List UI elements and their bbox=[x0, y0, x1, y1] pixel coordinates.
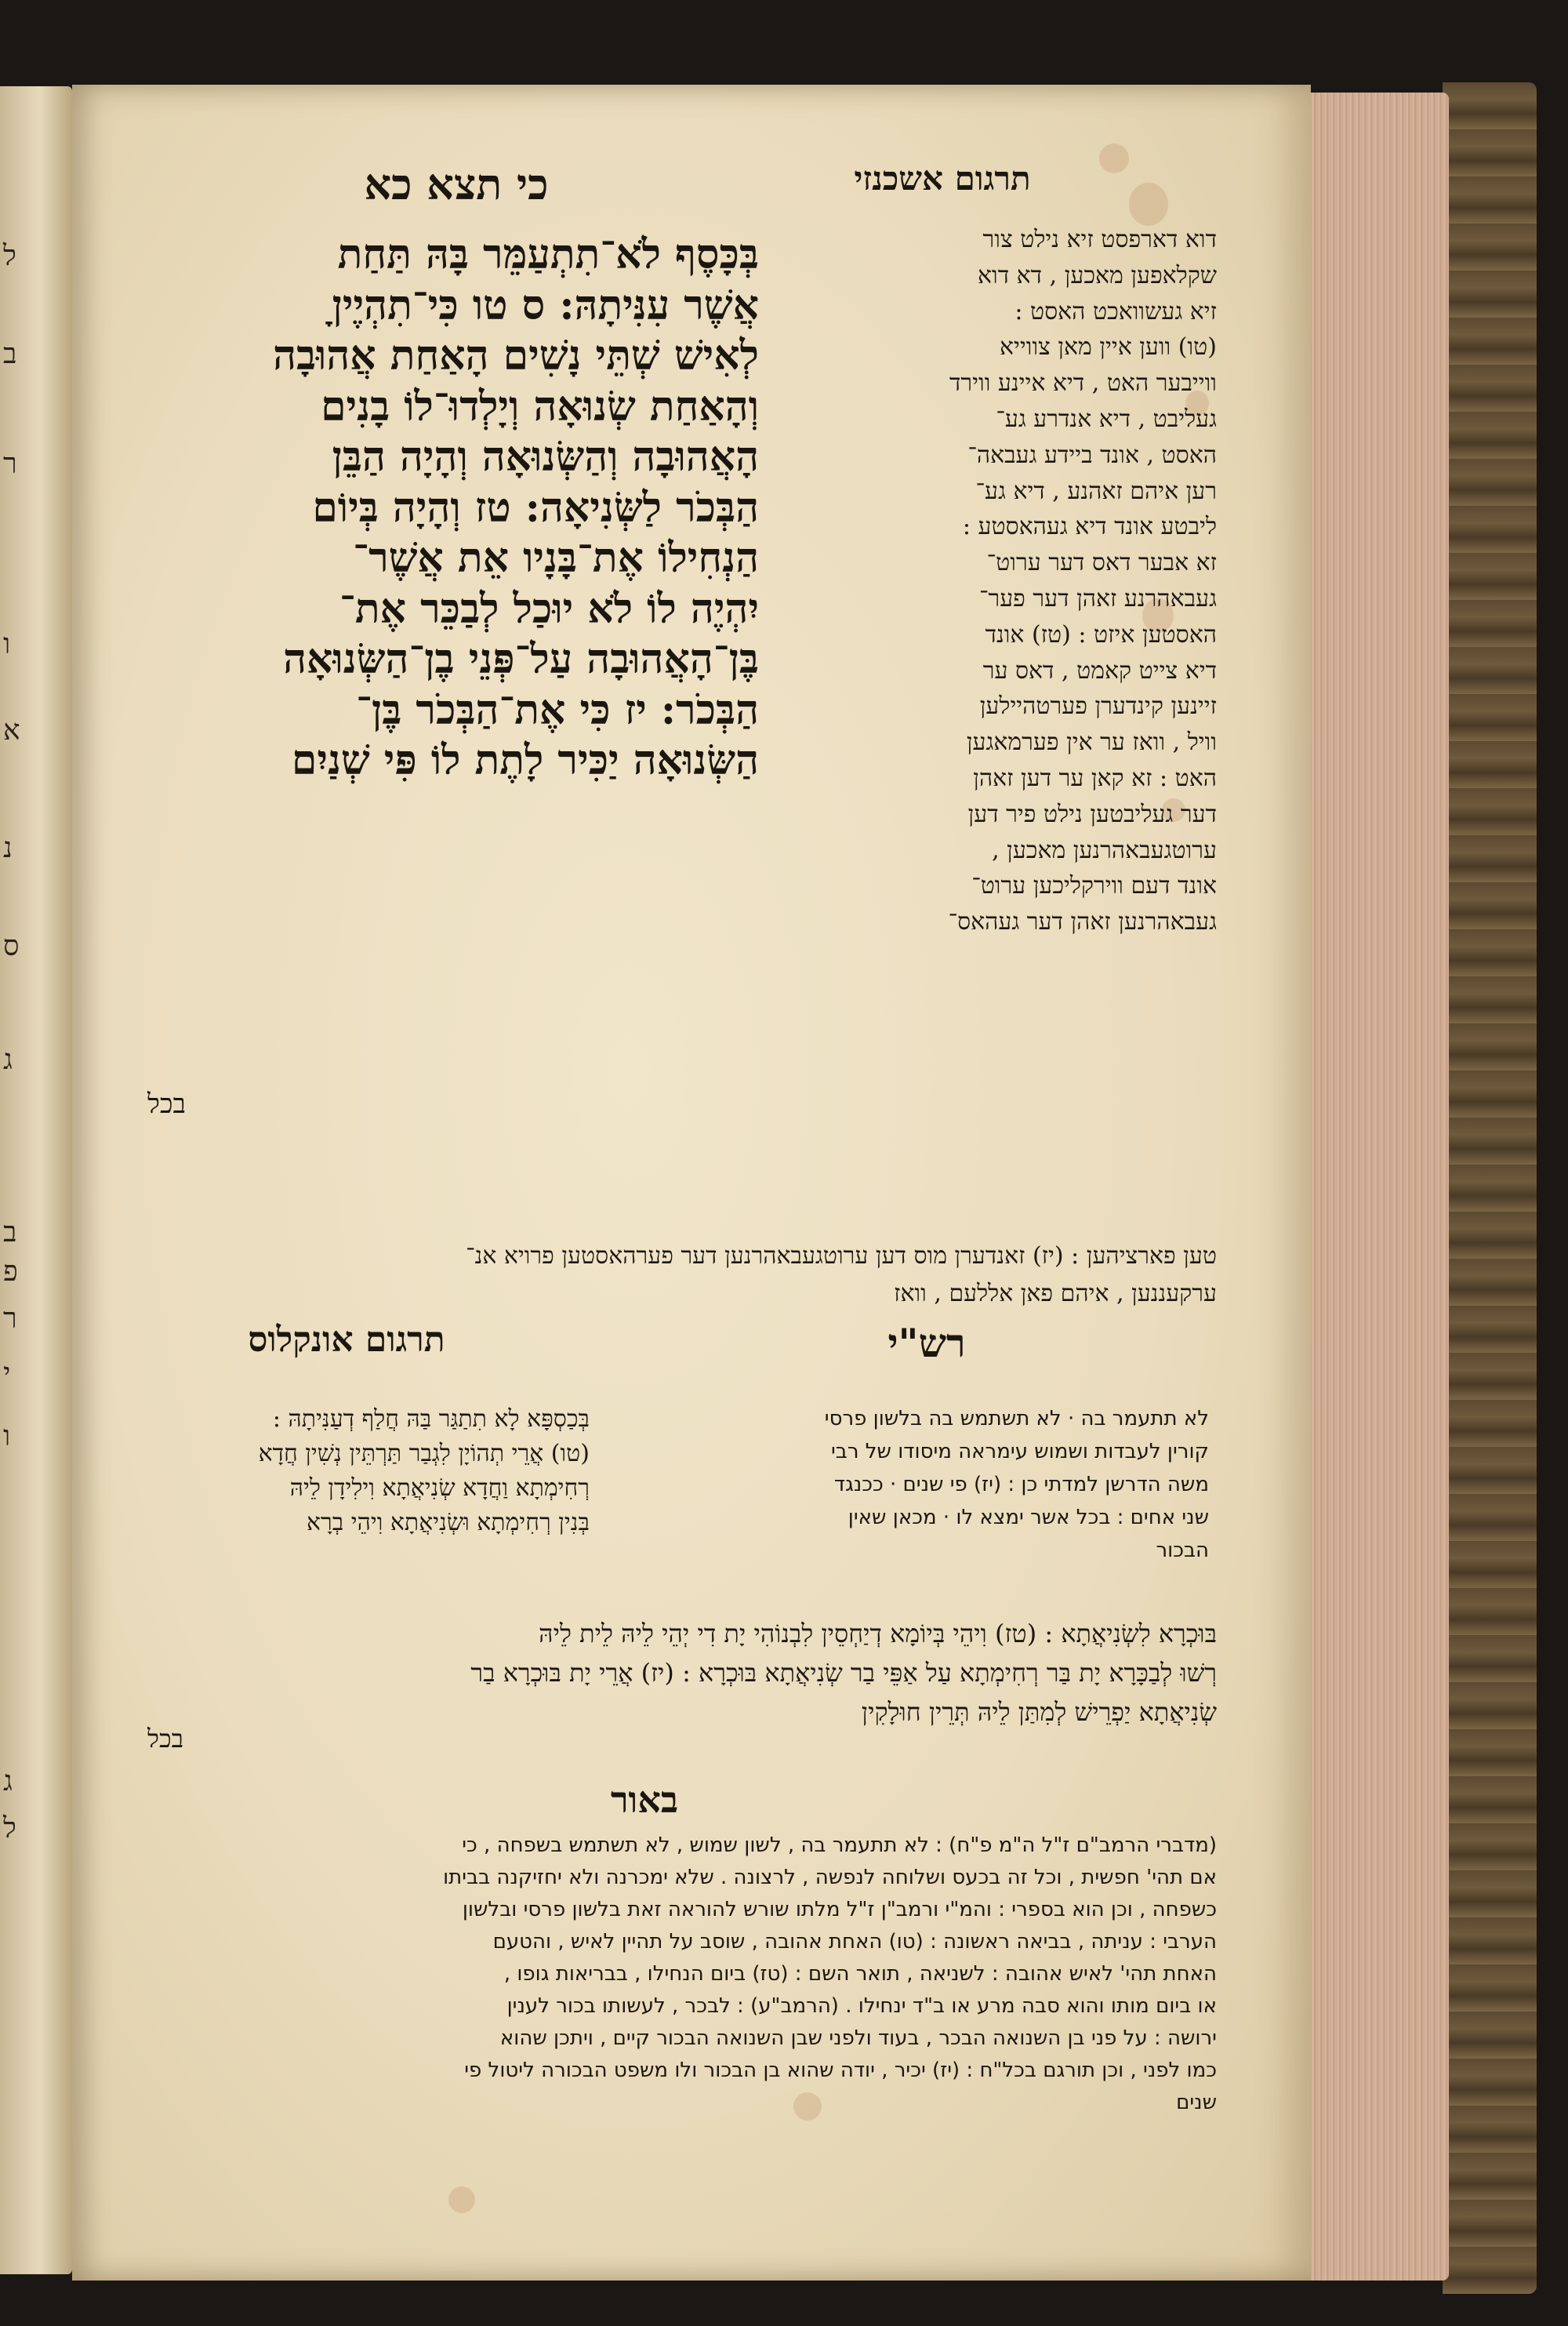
torah-line: הַשְּׂנוּאָה יַכִּיר לָתֶת לוֹ פִּי שְׁנַיִם bbox=[291, 736, 759, 784]
rashi-line: לא תתעמר בה · לא תשתמש בה בלשון פרסי bbox=[824, 1407, 1209, 1430]
torah-line: יִהְיֶה לוֹ לֹא יוּכַל לְבַכֵּר אֶת־ bbox=[339, 584, 759, 633]
onkelos-heading: תרגום אונקלוס bbox=[248, 1320, 445, 1360]
facing-page-char: ל bbox=[3, 240, 16, 272]
yiddish-line: שקלאפען מאכען , דא דוא bbox=[978, 261, 1217, 289]
yiddish-line: געבאהרנע זאהן דער פער־ bbox=[978, 584, 1217, 612]
facing-page-char: ב bbox=[3, 1216, 17, 1248]
rashi-line: קורין לעבדות ושמוש עימראה מיסודו של רבי bbox=[830, 1440, 1209, 1463]
yiddish-line: געליבט , דיא אנדרע גע־ bbox=[996, 405, 1217, 433]
biur-line: ירושה : על פני בן השנואה הבכר , בעוד ולפני שבן השנואה הבכור קיים , ויתכן שהוא bbox=[499, 2026, 1217, 2050]
rashi-line: שני אחים : בכל אשר ימצא לו · מכאן שאין bbox=[848, 1506, 1209, 1529]
onkelos-full-width-lines bbox=[103, 1614, 1217, 1732]
biur-commentary bbox=[103, 1830, 1217, 2119]
facing-page-char: ג bbox=[3, 1765, 13, 1797]
torah-line: הַבְּכֹר לַשְּׂנִיאָה: טז וְהָיָה בְּיוֹם bbox=[312, 483, 759, 532]
yiddish-line: אונד דעם ווירקליכען ערוט־ bbox=[971, 872, 1217, 900]
yiddish-line: ווייבער האט , דיא איינע ווירד bbox=[949, 369, 1217, 398]
facing-page-char: י bbox=[3, 1357, 11, 1390]
foxing-stain bbox=[1129, 183, 1168, 226]
torah-line: הָאֲהוּבָה וְהַשְּׂנוּאָה וְהָיָה הַבֵּן bbox=[332, 433, 759, 481]
facing-page-char: ו bbox=[3, 628, 11, 660]
biur-line: (מדברי הרמב"ם ז"ל ה"מ פ"ח) : לא תתעמר בה , לשון שמוש , לא תשתמש בשפחה , כי bbox=[462, 1834, 1217, 1857]
yiddish-line: טען פארציהען : (יז) זאנדערן מוס דען ערוטגעבאהרנען דער פערהאסטען פרויא אנ־ bbox=[466, 1242, 1217, 1270]
yiddish-line: דיא צייט קאמט , דאס ער bbox=[982, 656, 1217, 685]
biur-line: כשפחה , וכן הוא בספרי : והמ"י ורמב"ן ז"ל מלתו שורש להוראה זאת בלשון פרסי ובלשון bbox=[462, 1898, 1217, 1921]
facing-page-edge bbox=[0, 86, 72, 2274]
facing-page-char: ב bbox=[3, 338, 17, 370]
onkelos-line: בְּכַסְפָּא לָא תִתַגַּר בַּהּ חֲלַף דְעַנִּיתָהּ : bbox=[272, 1405, 590, 1433]
yiddish-line: ערקעננען , איהם פאן אללעם , וואז bbox=[894, 1280, 1217, 1307]
yiddish-line: האט : זא קאן ער דען זאהן bbox=[973, 764, 1217, 792]
yiddish-line: זא אבער דאס דער ערוט־ bbox=[986, 549, 1217, 577]
yiddish-line: ערוטגעבאהרנען מאכען , bbox=[992, 836, 1217, 864]
yiddish-line: האסטען איזט : (טז) אונד bbox=[985, 620, 1217, 649]
biur-line: האחת תהי' לאיש אהובה : לשניאה , תואר השם : (טז) ביום הנחילו , בבריאות גופו , bbox=[503, 1962, 1217, 1986]
onkelos-line: רְחִימְתָא וַחֲדָא שְׂנִיאֲתָא וִילִידָן לֵיהּ bbox=[289, 1474, 590, 1502]
yiddish-line: זיא געשוואכט האסט : bbox=[1014, 297, 1217, 325]
torah-line: אֲשֶׁר עִנִּיתָהּ: ס טו כִּי־תִהְיֶיןָ bbox=[332, 281, 759, 329]
onkelos-line: שְׂנִיאֲתָא יַפְרֵישׁ לְמִתַּן לֵיהּ תְּרֵין חוּלָקִין bbox=[861, 1697, 1217, 1727]
yiddish-translation-column bbox=[778, 222, 1217, 940]
facing-page-char: ל bbox=[3, 1812, 16, 1844]
facing-page-char: פ bbox=[3, 1256, 18, 1288]
torah-line: הַבְּכֹר: יז כִּי אֶת־הַבְּכֹר בֶּן־ bbox=[356, 685, 759, 734]
facing-page-char: ג bbox=[3, 1044, 13, 1076]
yiddish-line: האסט , אונד ביידע געבאה־ bbox=[967, 441, 1217, 469]
biur-line: הערבי : עניתה , בביאה ראשונה : (טו) האחת אהובה , שוסב על תהיין לאיש , והטעם bbox=[492, 1930, 1217, 1953]
yiddish-line: דער געליבטען נילט פיר דען bbox=[967, 800, 1217, 828]
page-block-edges bbox=[1292, 93, 1449, 2281]
book-page bbox=[72, 85, 1311, 2281]
biur-line: שנים bbox=[1176, 2091, 1217, 2114]
facing-page-char: א bbox=[3, 714, 20, 747]
foxing-stain bbox=[448, 2186, 475, 2213]
parasha-running-header: כי תצא כא bbox=[364, 159, 549, 209]
onkelos-line: רְשׁוּ לְבַכָּרָא יָת בַּר רְחִימְתָא עַל אַפֵּי בַר שְׂנִיאֲתָא בּוּכְרָא : (יז) אֲרֵי יָת בּוּכְרָא בַר bbox=[470, 1658, 1217, 1688]
onkelos-line: (טו) אֲרֵי תְהוֹיָן לִגְבַר תַּרְתֵּין נְשִׁין חֲדָא bbox=[258, 1440, 590, 1467]
yiddish-line: וויל , וואז ער אין פערמאגען bbox=[966, 729, 1217, 757]
translation-running-header: תרגום אשכנזי bbox=[854, 159, 1031, 198]
rashi-line: הבכור bbox=[1156, 1539, 1209, 1562]
onkelos-line: בְּנִין רְחִימְתָא וּשְׂנִיאֲתָא וִיהֵי בְרָא bbox=[306, 1509, 590, 1536]
torah-line: בְּכָּסֶף לֹא־תִתְעַמֵּר בָּהּ תַּחַת bbox=[337, 231, 759, 278]
yiddish-full-width-lines bbox=[103, 1238, 1217, 1313]
rashi-heading: רש"י bbox=[887, 1320, 966, 1366]
torah-line: הַנְחִילוֹ אֶת־בָּנָיו אֵת אֲשֶׁר־ bbox=[353, 534, 759, 582]
facing-page-char: ר bbox=[3, 1303, 17, 1335]
yiddish-line: רען איהם זאהנע , דיא גע־ bbox=[975, 477, 1217, 505]
biur-line: כמו לפני , וכן תורגם בכל"ח : (יז) יכיר , יודה שהוא בן הבכור ולו משפט הבכורה ליטול פי bbox=[464, 2059, 1217, 2082]
book-cover-edge bbox=[1443, 82, 1537, 2294]
torah-catchword: בכל bbox=[147, 1088, 186, 1120]
onkelos-line: בּוּכְרָא לִשְׂנִיאֲתָא : (טז) וִיהֵי בְּיוֹמָא דְיַחְסֵין לִבְנוֹהִי יָת דִי יְהֵי לֵיהּ לֵית לֵיהּ bbox=[539, 1619, 1217, 1648]
facing-page-char: נ bbox=[3, 832, 13, 864]
biur-line: או ביום מותו והוא סבה מרע או ב"ד ינחילו . (הרמב"ע) : לבכר , לעשותו בכור לענין bbox=[506, 1994, 1217, 2018]
torah-line: בֶּן־הָאֲהוּבָה עַל־פְּנֵי בֶן־הַשְּׂנוּאָה bbox=[283, 635, 759, 683]
facing-page-char: ס bbox=[3, 930, 20, 962]
yiddish-line: זיינען קינדערן פערטהיילען bbox=[979, 692, 1217, 721]
torah-text-block bbox=[100, 230, 759, 787]
rashi-line: משה הדרשן למדתי כן : (יז) פי שנים · ככנגד bbox=[833, 1473, 1209, 1496]
yiddish-line: (טו) ווען איין מאן צווייא bbox=[1000, 333, 1217, 362]
facing-page-char: ו bbox=[3, 1420, 11, 1452]
yiddish-line: געבאהרנען זאהן דער געהאס־ bbox=[948, 908, 1217, 936]
rashi-commentary bbox=[605, 1402, 1209, 1567]
onkelos-catchword: בכל bbox=[147, 1724, 184, 1754]
biur-heading: באור bbox=[610, 1779, 679, 1821]
torah-line: לְאִישׁ שְׁתֵּי נָשִׁים הָאַחַת אֲהוּבָה bbox=[273, 332, 759, 380]
torah-line: וְהָאַחַת שְׂנוּאָה וְיָלְדוּ־לוֹ בָנִים bbox=[321, 382, 759, 431]
yiddish-line: דוא דארפסט זיא נילט צור bbox=[982, 226, 1217, 253]
facing-page-char: ר bbox=[3, 448, 17, 480]
onkelos-column bbox=[103, 1402, 590, 1540]
yiddish-line: ליבטע אונד דיא געהאסטע : bbox=[962, 513, 1217, 541]
biur-line: אם תהי' חפשית , וכל זה בכעס ושלוחה לנפשה , לרצונה . שלא ימכרנה ולא יחזיקנה בביתו bbox=[443, 1866, 1217, 1889]
